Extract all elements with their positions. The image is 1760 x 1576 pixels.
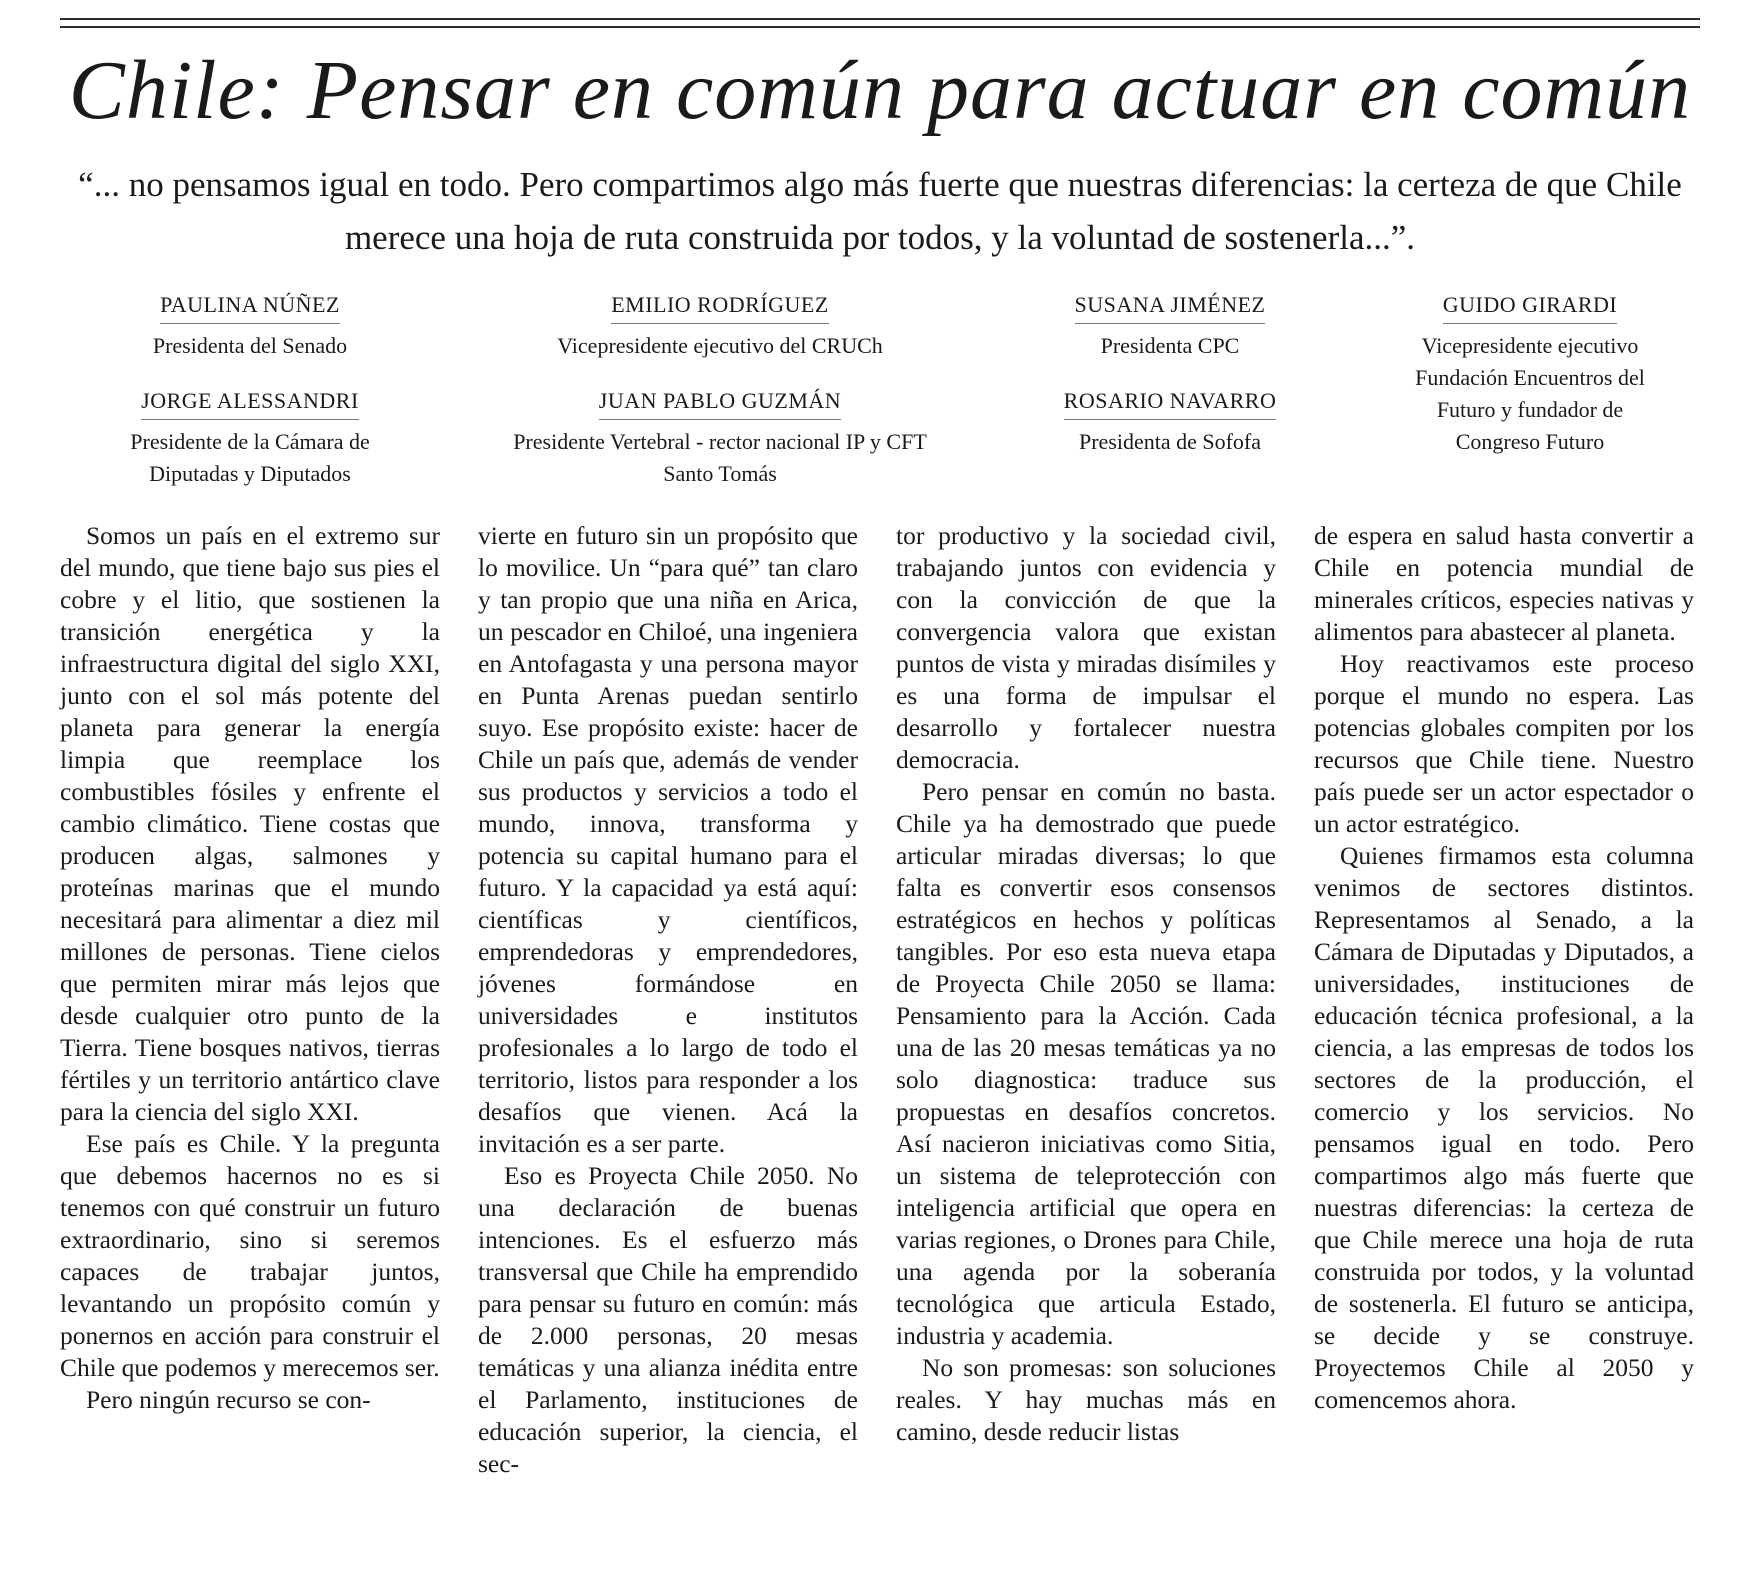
- paragraph: Pero ningún recurso se con-: [86, 1385, 371, 1414]
- signatory-role: Vicepresidente ejecutivo del CRUCh: [557, 333, 883, 358]
- article-column-3: [896, 520, 1276, 1448]
- top-rule: [60, 18, 1700, 20]
- pull-quote: “... no pensamos igual en todo. Pero compartimos algo más fuerte que nuestras diferencias: la certeza de que Chile merece una hoja de ruta construida por todos, y la voluntad de sostenerla...”.: [78, 165, 1682, 257]
- signatory-name: JORGE ALESSANDRI: [141, 386, 359, 420]
- signatory-role: Presidenta CPC: [1100, 333, 1240, 358]
- signatory-block: [90, 386, 410, 490]
- signatory-name: JUAN PABLO GUZMÁN: [599, 386, 841, 420]
- paragraph: Quienes firmamos esta columna venimos de sectores distintos. Representamos al Senado, a la Cámara de Diputadas y Diputados, a universidades, instituciones de educación técnica profesional, a la ciencia, a las empresas de todos los sectores de la producción, el comercio y los servicios. No pensamos igual en todo. Pero compartimos algo más fuerte que nuestras diferencias: la certeza de que Chile merece una hoja de ruta construida por todos, y la voluntad de sostenerla. El futuro se anticipa, se decide y se construye. Proyectemos Chile al 2050 y comencemos ahora.: [1314, 841, 1694, 1414]
- paragraph: tor productivo y la sociedad civil, trabajando juntos con evidencia y con la convicción de que la convergencia valora que existan puntos de vista y miradas disímiles y es una forma de impulsar el desarrollo y fortalecer nuestra democracia.: [896, 521, 1276, 774]
- headline: Chile: Pensar en común para actuar en común: [68, 44, 1692, 137]
- signatory-role: Vicepresidente ejecutivo Fundación Encuentros del Futuro y fundador de Congreso Futuro: [1415, 333, 1645, 454]
- signatory-name: PAULINA NÚÑEZ: [160, 290, 340, 324]
- signatory-block: [60, 290, 440, 362]
- signatory-block: [510, 386, 930, 490]
- signatory-block: [1400, 290, 1660, 458]
- article-column-2: [478, 520, 858, 1480]
- signatory-name: SUSANA JIMÉNEZ: [1075, 290, 1266, 324]
- signatory-name: EMILIO RODRÍGUEZ: [611, 290, 829, 324]
- paragraph: Hoy reactivamos este proceso porque el mundo no espera. Las potencias globales compiten por los recursos que Chile tiene. Nuestro país puede ser un actor espectador o un actor estratégico.: [1314, 649, 1694, 838]
- top-rule-secondary: [60, 26, 1700, 28]
- article-column-1: [60, 520, 440, 1416]
- signatory-block: [500, 290, 940, 362]
- signatory-role: Presidente Vertebral - rector nacional IP y CFT Santo Tomás: [513, 429, 927, 486]
- signatory-block: [1010, 386, 1330, 458]
- article-column-4: [1314, 520, 1694, 1416]
- signatory-role: Presidenta de Sofofa: [1078, 429, 1262, 454]
- signatory-role: Presidente de la Cámara de Diputadas y Diputados: [130, 429, 370, 486]
- signatory-role: Presidenta del Senado: [152, 333, 348, 358]
- signatory-name: ROSARIO NAVARRO: [1064, 386, 1277, 420]
- paragraph: Ese país es Chile. Y la pregunta que debemos hacernos no es si tenemos con qué construir un futuro extraordinario, sino si seremos capaces de trabajar juntos, levantando un propósito común y ponernos en acción para construir el Chile que podemos y merecemos ser.: [60, 1129, 440, 1382]
- paragraph: vierte en futuro sin un propósito que lo movilice. Un “para qué” tan claro y tan propio que una niña en Arica, un pescador en Chiloé, una ingeniera en Antofagasta y una persona mayor en Punta Arenas puedan sentirlo suyo. Ese propósito existe: hacer de Chile un país que, además de vender sus productos y servicios a todo el mundo, innova, transforma y potencia su capital humano para el futuro. Y la capacidad ya está aquí: científicas y científicos, emprendedoras y emprendedores, jóvenes formándose en universidades e institutos profesionales a lo largo de todo el territorio, listos para responder a los desafíos que vienen. Acá la invitación es a ser parte.: [478, 521, 858, 1158]
- paragraph: de espera en salud hasta convertir a Chile en potencia mundial de minerales críticos, especies nativas y alimentos para abastecer al planeta.: [1314, 521, 1694, 646]
- signatory-name: GUIDO GIRARDI: [1443, 290, 1618, 324]
- paragraph: Eso es Proyecta Chile 2050. No una declaración de buenas intenciones. Es el esfuerzo más transversal que Chile ha emprendido para pensar su futuro en común: más de 2.000 personas, 20 mesas temáticas y una alianza inédita entre el Parlamento, instituciones de educación superior, la ciencia, el sec-: [478, 1161, 858, 1478]
- paragraph: Pero pensar en común no basta. Chile ya ha demostrado que puede articular miradas diversas; lo que falta es convertir esos consensos estratégicos en hechos y políticas tangibles. Por eso esta nueva etapa de Proyecta Chile 2050 se llama: Pensamiento para la Acción. Cada una de las 20 mesas temáticas ya no solo diagnostica: traduce sus propuestas en desafíos concretos. Así nacieron iniciativas como Sitia, un sistema de teleprotección con inteligencia artificial que opera en varias regiones, o Drones para Chile, una agenda por la soberanía tecnológica que articula Estado, industria y academia.: [896, 777, 1276, 1350]
- signatory-block: [1010, 290, 1330, 362]
- paragraph: Somos un país en el extremo sur del mundo, que tiene bajo sus pies el cobre y el litio, que sostienen la transición energética y la infraestructura digital del siglo XXI, junto con el sol más potente del planeta para generar la energía limpia que reemplace los combustibles fósiles y enfrente el cambio climático. Tiene costas que producen algas, salmones y proteínas marinas que el mundo necesitará para alimentar a diez mil millones de personas. Tiene cielos que permiten mirar más lejos que desde cualquier otro punto de la Tierra. Tiene bosques nativos, tierras fértiles y un territorio antártico clave para la ciencia del siglo XXI.: [60, 521, 440, 1126]
- paragraph: No son promesas: son soluciones reales. Y hay muchas más en camino, desde reducir listas: [896, 1353, 1276, 1446]
